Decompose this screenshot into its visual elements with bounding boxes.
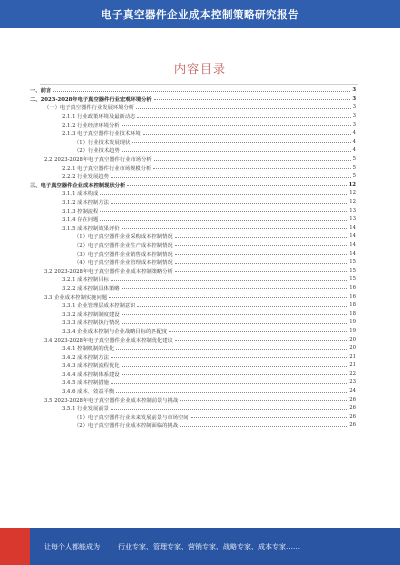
toc-entry-page: 15 bbox=[349, 267, 356, 274]
toc-entry-title: 3.4.5 成本控制措施 bbox=[62, 380, 109, 387]
toc-entry-page: 3 bbox=[352, 113, 356, 120]
toc-entry-title: 2.1.1 行业政策环境及最新动态 bbox=[62, 114, 136, 121]
toc-entry-page: 4 bbox=[352, 147, 356, 154]
toc-leader-dots bbox=[175, 254, 348, 255]
footer-banner bbox=[0, 528, 400, 565]
toc-entry-title: 3.1.3 控制流程 bbox=[62, 208, 99, 215]
toc-entry[interactable] bbox=[30, 224, 356, 233]
toc-leader-dots bbox=[122, 151, 351, 152]
toc-entry-title: 3.3.1 企业管理层成本控制意识 bbox=[62, 303, 136, 310]
toc-entry[interactable] bbox=[30, 172, 356, 181]
toc-entry-page: 23 bbox=[349, 379, 356, 386]
footer-slogan: 让每个人都能成为 bbox=[44, 542, 100, 551]
toc-entry-title: 3.3.2 成本控制制度建设 bbox=[62, 311, 120, 318]
toc-entry-page: 12 bbox=[349, 199, 356, 206]
toc-leader-dots bbox=[136, 108, 351, 109]
toc-entry-page: 16 bbox=[349, 293, 356, 300]
toc-leader-dots bbox=[100, 194, 347, 195]
toc-leader-dots bbox=[137, 117, 350, 118]
toc-leader-dots bbox=[180, 426, 347, 427]
toc-leader-dots bbox=[154, 160, 351, 161]
table-of-contents bbox=[30, 86, 356, 430]
toc-entry-title: （1）电子真空器件行业未来发展前景与市场空间 bbox=[74, 414, 189, 421]
toc-leader-dots bbox=[122, 314, 348, 315]
toc-entry[interactable] bbox=[30, 103, 356, 112]
toc-divider bbox=[40, 84, 358, 85]
toc-entry-title: （1）行业技术发展现状 bbox=[74, 139, 131, 146]
toc-entry[interactable] bbox=[30, 181, 356, 190]
toc-entry-page: 15 bbox=[349, 259, 356, 266]
toc-entry-page: 12 bbox=[349, 190, 356, 197]
toc-entry[interactable] bbox=[30, 352, 356, 361]
toc-leader-dots bbox=[111, 409, 347, 410]
toc-entry-page: 16 bbox=[349, 284, 356, 291]
toc-entry[interactable] bbox=[30, 327, 356, 336]
toc-entry[interactable] bbox=[30, 301, 356, 310]
toc-entry-page: 12 bbox=[348, 181, 356, 188]
toc-entry[interactable] bbox=[30, 404, 356, 413]
toc-leader-dots bbox=[175, 245, 348, 246]
toc-entry-title: 一、前言 bbox=[30, 88, 52, 95]
toc-entry-title: 2.1.2 行业经济环境分析 bbox=[62, 122, 120, 129]
toc-entry-title: 3.5 2023-2028年电子真空器件企业成本控制前景与挑战 bbox=[44, 397, 179, 404]
toc-leader-dots bbox=[111, 383, 347, 384]
toc-entry-page: 3 bbox=[352, 104, 356, 111]
toc-entry-page: 14 bbox=[349, 224, 356, 231]
toc-entry-title: 3.1.5 成本控制效果评价 bbox=[62, 225, 120, 232]
toc-entry[interactable] bbox=[30, 232, 356, 241]
toc-entry-title: 3.1.4 存在问题 bbox=[62, 217, 99, 224]
toc-entry[interactable] bbox=[30, 146, 356, 155]
toc-leader-dots bbox=[122, 374, 348, 375]
toc-leader-dots bbox=[127, 185, 346, 186]
toc-entry[interactable] bbox=[30, 395, 356, 404]
toc-entry[interactable] bbox=[30, 421, 356, 430]
toc-leader-dots bbox=[111, 280, 347, 281]
toc-entry-title: 3.4 2023-2028年电子真空器件企业成本控制优化建议 bbox=[44, 337, 173, 344]
toc-entry-page: 13 bbox=[349, 216, 356, 223]
toc-entry[interactable] bbox=[30, 206, 356, 215]
toc-entry-page: 20 bbox=[349, 345, 356, 352]
toc-entry-title: 3.2.1 成本控制目标 bbox=[62, 277, 109, 284]
toc-entry[interactable] bbox=[30, 86, 356, 95]
toc-entry-title: （4）电子真空器件企业管理成本控制情况 bbox=[74, 260, 173, 267]
toc-entry[interactable] bbox=[30, 258, 356, 267]
toc-heading: 内容目录 bbox=[173, 62, 226, 76]
toc-entry-page: 5 bbox=[352, 173, 356, 180]
toc-entry[interactable] bbox=[30, 335, 356, 344]
toc-entry-page: 14 bbox=[349, 250, 356, 257]
toc-entry-page: 4 bbox=[352, 138, 356, 145]
toc-entry-title: （1）电子真空器件企业采购成本控制情况 bbox=[74, 234, 173, 241]
toc-entry[interactable] bbox=[30, 241, 356, 250]
toc-entry-page: 21 bbox=[349, 353, 356, 360]
toc-entry-title: 2.2 2023-2028年电子真空器件行业市场分析 bbox=[44, 157, 152, 164]
toc-entry-title: 3.1.1 成本构成 bbox=[62, 191, 99, 198]
toc-leader-dots bbox=[100, 211, 347, 212]
toc-leader-dots bbox=[122, 228, 348, 229]
toc-entry-page: 26 bbox=[349, 405, 356, 412]
toc-entry-page: 13 bbox=[349, 207, 356, 214]
toc-entry-title: 3.1.2 成本控制方法 bbox=[62, 200, 109, 207]
toc-entry[interactable] bbox=[30, 155, 356, 164]
toc-entry[interactable] bbox=[30, 249, 356, 258]
toc-entry-page: 3 bbox=[352, 121, 356, 128]
toc-entry-page: 19 bbox=[349, 319, 356, 326]
toc-entry-page: 24 bbox=[349, 388, 356, 395]
toc-entry[interactable] bbox=[30, 275, 356, 284]
toc-leader-dots bbox=[175, 237, 348, 238]
toc-entry-title: （2）行业技术趋势 bbox=[74, 148, 120, 155]
toc-entry[interactable] bbox=[30, 189, 356, 198]
toc-entry-page: 18 bbox=[349, 310, 356, 317]
toc-entry[interactable] bbox=[30, 129, 356, 138]
toc-entry-title: 3.4.3 成本控制流程优化 bbox=[62, 363, 120, 370]
toc-entry-title: 3.4.2 成本控制方法 bbox=[62, 354, 109, 361]
toc-entry-page: 14 bbox=[349, 233, 356, 240]
toc-leader-dots bbox=[191, 417, 348, 418]
toc-leader-dots bbox=[53, 91, 350, 92]
toc-entry-title: （一）电子真空器件行业发展环境分析 bbox=[44, 105, 135, 112]
toc-entry[interactable] bbox=[30, 292, 356, 301]
toc-entry-page: 14 bbox=[349, 241, 356, 248]
toc-entry[interactable] bbox=[30, 95, 356, 104]
toc-leader-dots bbox=[175, 340, 347, 341]
toc-entry-title: 3.4.6 成本、效益平衡 bbox=[62, 389, 115, 396]
toc-entry-page: 3 bbox=[352, 95, 356, 102]
toc-entry-page: 26 bbox=[349, 396, 356, 403]
toc-leader-dots bbox=[154, 99, 351, 100]
toc-entry-title: 3.5.1 行业发展前景 bbox=[62, 406, 109, 413]
toc-entry-title: （3）电子真空器件企业销售成本控制情况 bbox=[74, 251, 173, 258]
toc-leader-dots bbox=[111, 203, 347, 204]
toc-entry[interactable] bbox=[30, 198, 356, 207]
toc-leader-dots bbox=[122, 125, 351, 126]
toc-entry[interactable] bbox=[30, 370, 356, 379]
toc-leader-dots bbox=[116, 392, 347, 393]
toc-entry-page: 22 bbox=[349, 370, 356, 377]
toc-entry-page: 21 bbox=[349, 362, 356, 369]
toc-entry-title: 3.2 2023-2028年电子真空器件企业成本控制策略分析 bbox=[44, 268, 173, 275]
toc-entry[interactable] bbox=[30, 120, 356, 129]
toc-leader-dots bbox=[169, 331, 347, 332]
toc-leader-dots bbox=[180, 400, 347, 401]
toc-leader-dots bbox=[143, 134, 351, 135]
toc-entry-page: 5 bbox=[352, 156, 356, 163]
toc-entry-title: 3.3 企业成本控制实施问题 bbox=[44, 294, 108, 301]
toc-entry[interactable] bbox=[30, 112, 356, 121]
toc-entry-page: 26 bbox=[349, 422, 356, 429]
toc-leader-dots bbox=[122, 323, 348, 324]
toc-entry[interactable] bbox=[30, 387, 356, 396]
toc-leader-dots bbox=[132, 142, 350, 143]
toc-entry-title: （2）电子真空器件企业生产成本控制情况 bbox=[74, 242, 173, 249]
toc-entry-title: 2.2.2 行业发展趋势 bbox=[62, 174, 109, 181]
toc-leader-dots bbox=[137, 306, 347, 307]
toc-entry-title: 3.2.2 成本控制具体策略 bbox=[62, 285, 120, 292]
toc-entry-title: 2.1.3 电子真空器件行业技术环境 bbox=[62, 131, 141, 138]
toc-entry[interactable] bbox=[30, 413, 356, 422]
toc-leader-dots bbox=[100, 220, 347, 221]
header-banner bbox=[0, 0, 400, 28]
toc-entry-page: 18 bbox=[349, 302, 356, 309]
toc-entry[interactable] bbox=[30, 266, 356, 275]
toc-leader-dots bbox=[122, 288, 348, 289]
toc-entry-page: 4 bbox=[352, 130, 356, 137]
toc-entry[interactable] bbox=[30, 138, 356, 147]
toc-entry-page: 3 bbox=[352, 87, 356, 94]
toc-entry[interactable] bbox=[30, 344, 356, 353]
toc-entry[interactable] bbox=[30, 309, 356, 318]
toc-entry-title: 3.3.4 企业成本控制与企业战略目标的匹配度 bbox=[62, 328, 168, 335]
toc-entry-title: 二、2023-2028年电子真空器件行业宏观环境分析 bbox=[30, 96, 152, 103]
toc-entry-title: 3.4.4 成本控制体系建设 bbox=[62, 371, 120, 378]
toc-leader-dots bbox=[122, 366, 348, 367]
footer-roles: 行业专家、管理专家、营销专家、战略专家、成本专家…… bbox=[118, 542, 300, 551]
toc-leader-dots bbox=[109, 297, 347, 298]
toc-entry[interactable] bbox=[30, 284, 356, 293]
toc-leader-dots bbox=[153, 168, 350, 169]
toc-leader-dots bbox=[116, 349, 347, 350]
report-title: 电子真空器件企业成本控制策略研究报告 bbox=[101, 8, 299, 21]
toc-entry[interactable] bbox=[30, 318, 356, 327]
toc-entry-page: 26 bbox=[349, 413, 356, 420]
toc-entry-title: 3.3.3 成本控制执行情况 bbox=[62, 320, 120, 327]
toc-leader-dots bbox=[111, 177, 351, 178]
toc-entry-page: 20 bbox=[349, 336, 356, 343]
toc-entry-page: 5 bbox=[352, 164, 356, 171]
toc-entry[interactable] bbox=[30, 378, 356, 387]
toc-entry[interactable] bbox=[30, 361, 356, 370]
toc-leader-dots bbox=[175, 263, 348, 264]
toc-entry[interactable] bbox=[30, 163, 356, 172]
toc-leader-dots bbox=[111, 357, 347, 358]
footer-accent-stripe bbox=[0, 528, 30, 565]
toc-leader-dots bbox=[175, 271, 347, 272]
toc-entry-page: 19 bbox=[349, 327, 356, 334]
toc-entry-title: （2）电子真空器件行业成本控制面临的挑战 bbox=[74, 423, 179, 430]
toc-entry[interactable] bbox=[30, 215, 356, 224]
toc-entry-title: 2.2.1 电子真空器件行业市场规模分析 bbox=[62, 165, 152, 172]
toc-entry-title: 3.4.1 控制机制的优化 bbox=[62, 346, 115, 353]
toc-entry-title: 三、电子真空器件企业成本控制现状分析 bbox=[30, 182, 126, 189]
toc-entry-page: 15 bbox=[349, 276, 356, 283]
